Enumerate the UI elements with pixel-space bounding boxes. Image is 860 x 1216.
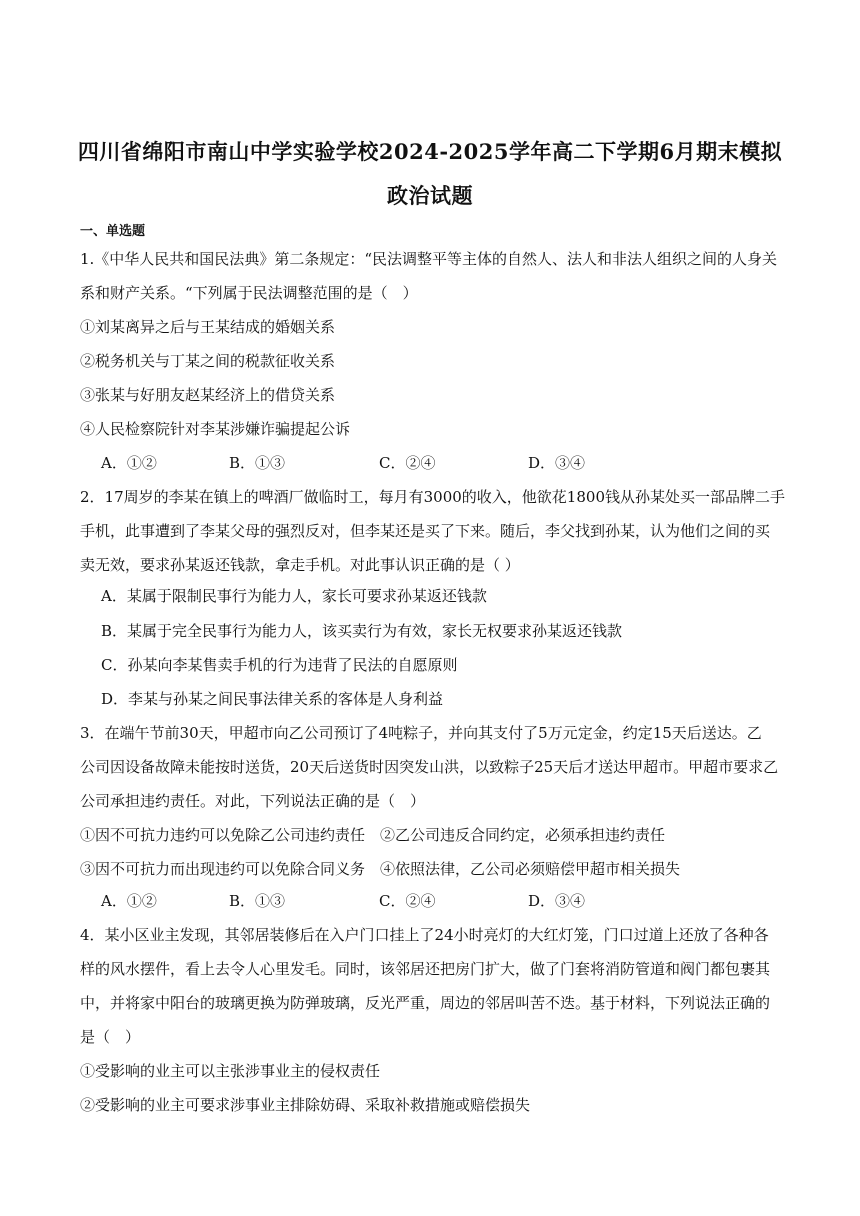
q2-stem-line1: 2．17周岁的李某在镇上的啤酒厂做临时工，每月有3000的收入，他欲花1800钱从孙某处买一部品牌二手 (80, 488, 785, 506)
q4-stem-line1: 4．某小区业主发现，其邻居装修后在入户门口挂上了24小时亮灯的大红灯笼，门口过道上还放了各种各 (80, 926, 769, 944)
q4-stem-line3: 中，并将家中阳台的玻璃更换为防弹玻璃，反光严重，周边的邻居叫苦不迭。基于材料，下列说法正确的 (80, 994, 771, 1012)
q1-option-c: C．②④ (379, 454, 436, 472)
q3-option-a: A．①② (101, 892, 157, 910)
q2-option-d: D．李某与孙某之间民事法律关系的客体是人身利益 (101, 690, 444, 708)
q2-option-b: B．某属于完全民事行为能力人，该买卖行为有效，家长无权要求孙某返还钱款 (101, 622, 623, 640)
q1-stem-line1: 1.《中华人民共和国民法典》第二条规定：“民法调整平等主体的自然人、法人和非法人组织之间的人身关 (80, 250, 777, 268)
q4-statement-1: ①受影响的业主可以主张涉事业主的侵权责任 (80, 1062, 381, 1080)
q3-statements-3-4: ③因不可抗力而出现违约可以免除合同义务 ④依照法律，乙公司必须赔偿甲超市相关损失 (80, 860, 681, 878)
q3-option-c: C．②④ (379, 892, 436, 910)
q3-stem-line1: 3．在端午节前30天，甲超市向乙公司预订了4吨粽子，并向其支付了5万元定金，约定15天后送达。乙 (80, 724, 762, 742)
q1-statement-1: ①刘某离异之后与王某结成的婚姻关系 (80, 318, 336, 336)
document-title-line2: 政治试题 (387, 183, 473, 208)
q2-stem-line2: 手机，此事遭到了李某父母的强烈反对，但李某还是买了下来。随后，李父找到孙某，认为他们之间的买 (80, 522, 771, 540)
q1-statement-2: ②税务机关与丁某之间的税款征收关系 (80, 352, 336, 370)
document-title-line1: 四川省绵阳市南山中学实验学校2024-2025学年高二下学期6月期末模拟 (77, 139, 783, 164)
q3-stem-line2: 公司因设备故障未能按时送货，20天后送货时因突发山洪，以致粽子25天后才送达甲超市。甲超市要求乙 (80, 758, 779, 776)
q4-stem-line4: 是（ ） (80, 1028, 141, 1046)
q2-option-a: A．某属于限制民事行为能力人，家长可要求孙某返还钱款 (101, 587, 487, 605)
q3-option-b: B．①③ (229, 892, 286, 910)
section-heading: 一、单选题 (80, 224, 146, 239)
q3-statements-1-2: ①因不可抗力违约可以免除乙公司违约责任 ②乙公司违反合同约定，必须承担违约责任 (80, 826, 666, 844)
q1-statement-3: ③张某与好朋友赵某经济上的借贷关系 (80, 386, 336, 404)
q3-stem-line3: 公司承担违约责任。对此，下列说法正确的是（ ） (80, 792, 426, 810)
q1-option-b: B．①③ (229, 454, 286, 472)
q2-stem-line3: 卖无效，要求孙某返还钱款，拿走手机。对此事认识正确的是（ ） (80, 556, 520, 574)
q1-option-a: A．①② (101, 454, 157, 472)
q1-statement-4: ④人民检察院针对李某涉嫌诈骗提起公诉 (80, 420, 351, 438)
q4-statement-2: ②受影响的业主可要求涉事业主排除妨碍、采取补救措施或赔偿损失 (80, 1096, 531, 1114)
q3-option-d: D．③④ (528, 892, 586, 910)
q1-option-d: D．③④ (528, 454, 586, 472)
q4-stem-line2: 样的风水摆件，看上去令人心里发毛。同时，该邻居还把房门扩大，做了门套将消防管道和阀门都包裹其 (80, 960, 771, 978)
q2-option-c: C．孙某向李某售卖手机的行为违背了民法的自愿原则 (101, 656, 458, 674)
q1-stem-line2: 系和财产关系。“下列属于民法调整范围的是（ ） (80, 284, 418, 302)
